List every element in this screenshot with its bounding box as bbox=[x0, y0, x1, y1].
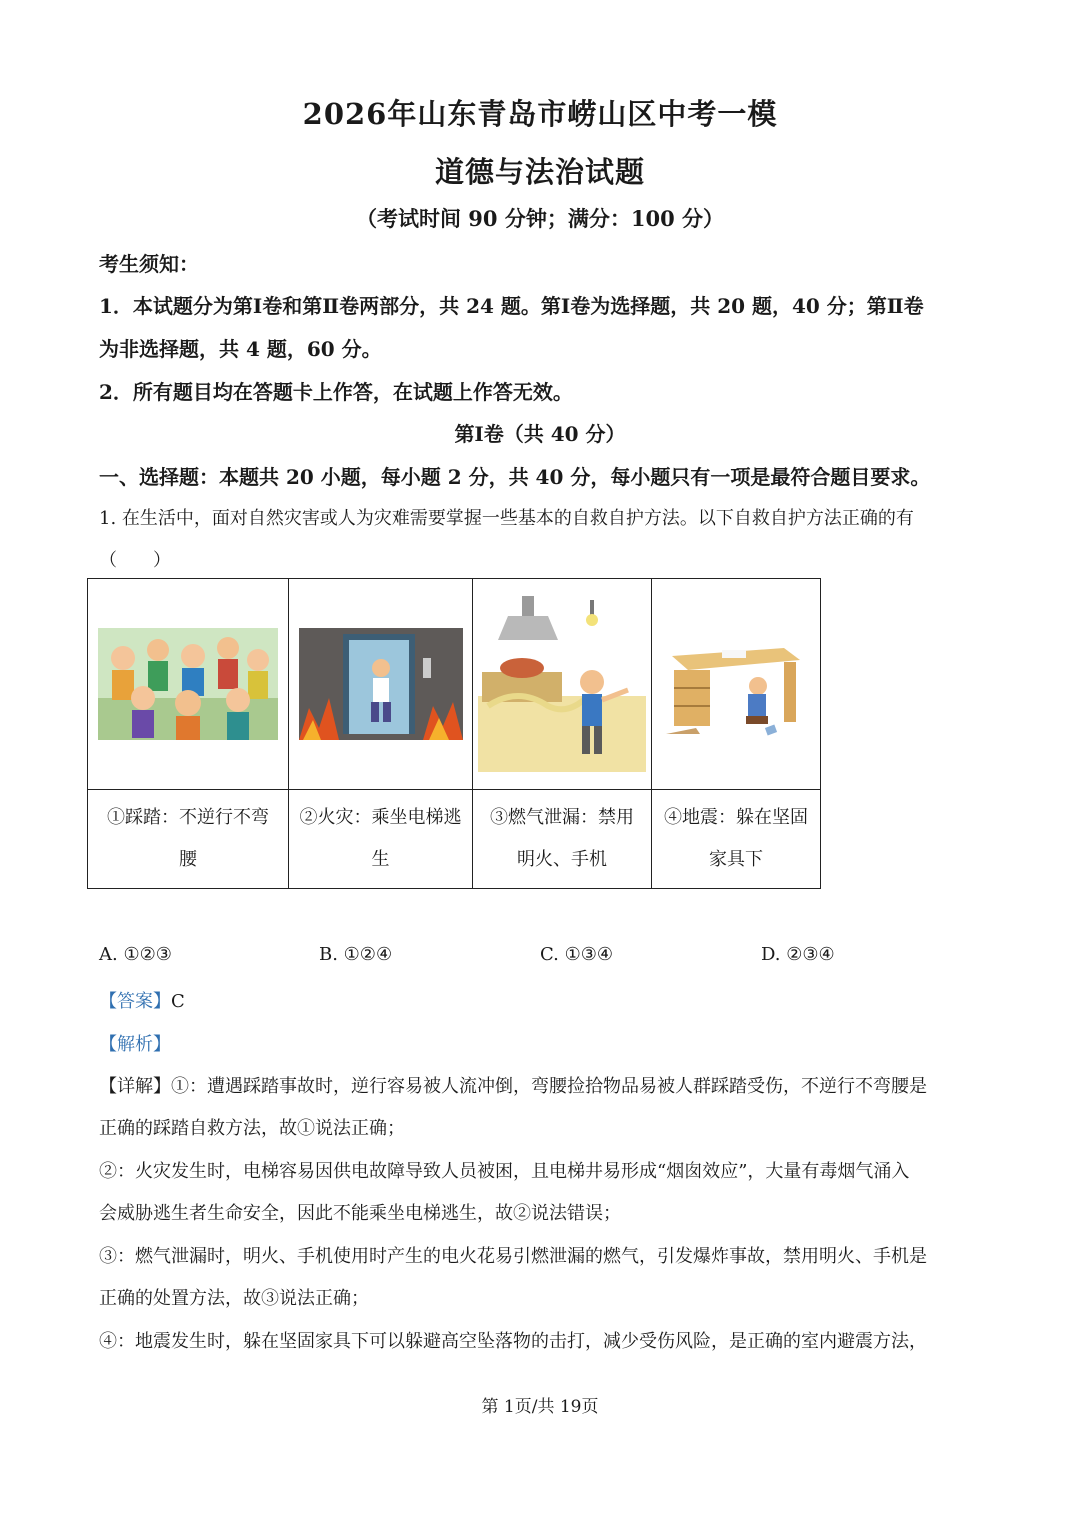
detail-line-1: 【详解】①：遭遇踩踏事故时，逆行容易被人流冲倒，弯腰捡拾物品易被人群踩踏受伤，不逆行不弯腰是 bbox=[99, 1076, 927, 1097]
exam-info: （考试时间 90 分钟；满分：100 分） bbox=[356, 206, 724, 231]
image-cell-stampede bbox=[88, 579, 289, 790]
option-c: C. ①③④ bbox=[540, 944, 613, 965]
option-b: B. ①②④ bbox=[319, 944, 393, 965]
volume-title: 第Ⅰ卷（共 40 分） bbox=[454, 422, 626, 446]
fire-elevator-illustration bbox=[299, 628, 463, 740]
question-blank: （ ） bbox=[99, 550, 171, 571]
caption-earthquake: ④地震：躲在坚固 家具下 bbox=[652, 790, 821, 889]
notice-item-1-cont: 为非选择题，共 4 题，60 分。 bbox=[99, 337, 382, 361]
option-d: D. ②③④ bbox=[761, 944, 835, 965]
notice-item-1: 1．本试题分为第Ⅰ卷和第Ⅱ卷两部分，共 24 题。第Ⅰ卷为选择题，共 20 题，40 分；第Ⅱ卷 bbox=[99, 294, 924, 318]
question-stem: 1. 在生活中，面对自然灾害或人为灾难需要掌握一些基本的自救自护方法。以下自救自护方法正确的有 bbox=[99, 508, 914, 529]
gas-leak-illustration bbox=[478, 596, 646, 772]
detail-line-5: ③：燃气泄漏时，明火、手机使用时产生的电火花易引燃泄漏的燃气，引发爆炸事故，禁用明火、手机是 bbox=[99, 1246, 927, 1267]
image-cell-earthquake bbox=[652, 579, 821, 790]
notice-heading: 考生须知： bbox=[99, 252, 199, 276]
caption-stampede: ①踩踏：不逆行不弯 腰 bbox=[88, 790, 289, 889]
analysis-label: 【解析】 bbox=[99, 1034, 171, 1055]
caption-fire: ②火灾：乘坐电梯逃 生 bbox=[289, 790, 473, 889]
detail-label: 【详解】 bbox=[99, 1076, 171, 1097]
answer-line bbox=[99, 987, 979, 1013]
detail-line-6: 正确的处置方法，故③说法正确； bbox=[99, 1288, 369, 1309]
caption-gas: ③燃气泄漏：禁用 明火、手机 bbox=[473, 790, 652, 889]
notice-item-2: 2．所有题目均在答题卡上作答，在试题上作答无效。 bbox=[99, 380, 573, 404]
detail-line-4: 会威胁逃生者生命安全，因此不能乘坐电梯逃生，故②说法错误； bbox=[99, 1203, 621, 1224]
page-footer: 第 1页/共 19页 bbox=[481, 1397, 599, 1417]
image-cell-fire bbox=[289, 579, 473, 790]
detail-line-3: ②：火灾发生时，电梯容易因供电故障导致人员被困，且电梯井易形成“烟囱效应”，大量有毒烟气涌入 bbox=[99, 1161, 910, 1182]
illustration-table bbox=[87, 578, 821, 889]
earthquake-desk-illustration bbox=[666, 630, 806, 738]
detail-line-2: 正确的踩踏自救方法，故①说法正确； bbox=[99, 1118, 405, 1139]
part-title: 一、选择题：本题共 20 小题，每小题 2 分，共 40 分，每小题只有一项是最符合题目要求。 bbox=[99, 465, 931, 489]
option-a: A. ①②③ bbox=[99, 944, 172, 965]
stampede-illustration bbox=[98, 628, 278, 740]
detail-line-7: ④：地震发生时，躲在坚固家具下可以躲避高空坠落物的击打，减少受伤风险，是正确的室内避震方法， bbox=[99, 1331, 927, 1352]
answer-value: C bbox=[171, 991, 185, 1012]
answer-label: 【答案】 bbox=[99, 991, 171, 1012]
document-title: 2026年山东青岛市崂山区中考一模 bbox=[302, 97, 778, 131]
image-cell-gas bbox=[473, 579, 652, 790]
document-subtitle: 道德与法治试题 bbox=[434, 155, 645, 189]
